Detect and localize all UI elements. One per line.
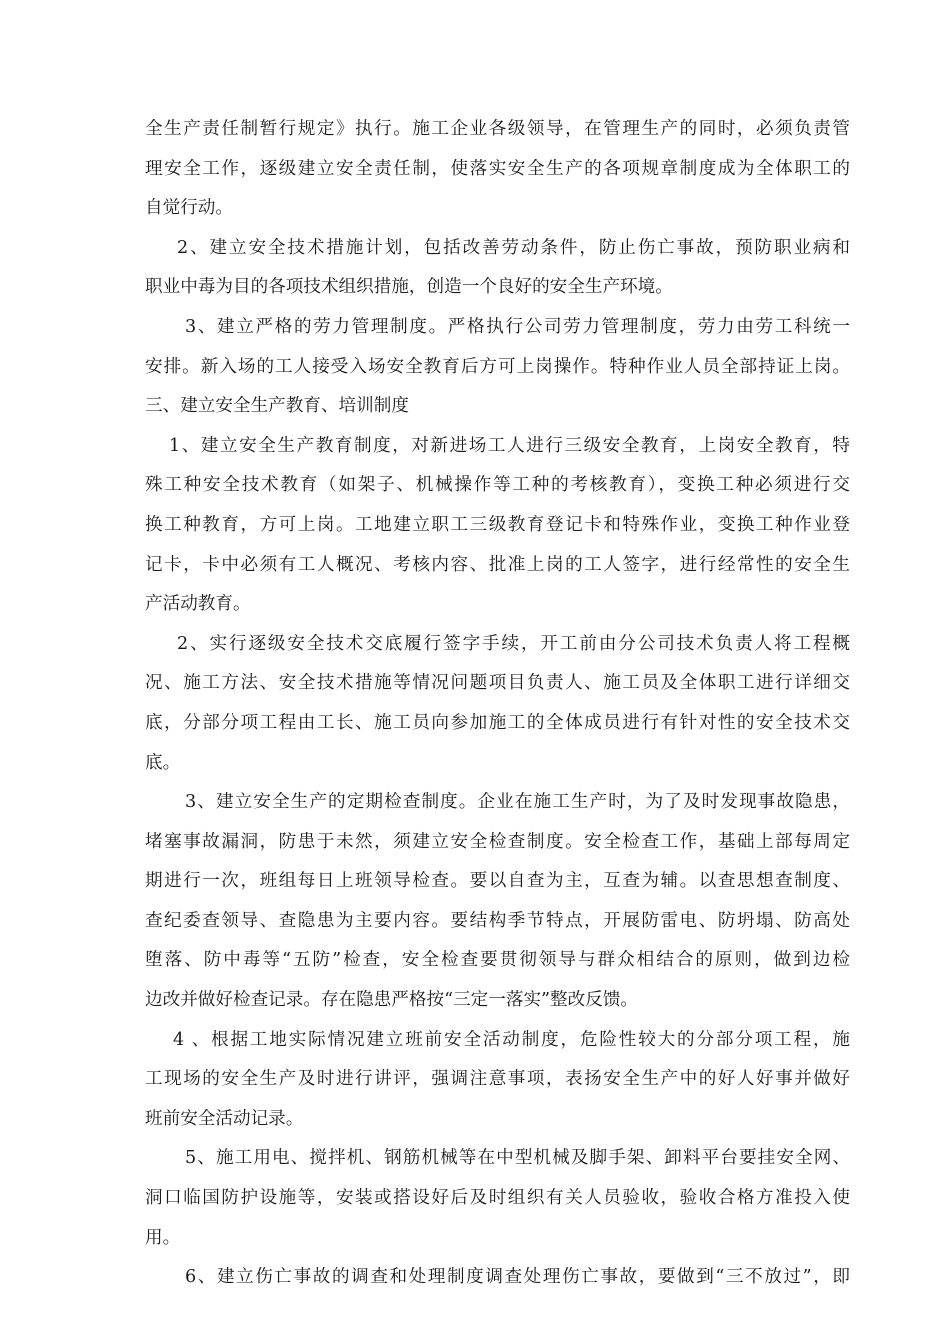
- text-line: 全生产责任制暂行规定》执行。施工企业各级领导，在管理生产的同时，必须负责管: [145, 119, 850, 139]
- text-line: 底。: [145, 752, 181, 773]
- text-line: 2、建立安全技术措施计划，包括改善劳动条件，防止伤亡事故，预防职业病和: [177, 237, 850, 258]
- text-line: 堕落、防中毒等“五防”检查，安全检查要贯彻领导与群众相结合的原则，做到边检: [145, 950, 850, 971]
- text-line: 底，分部分项工程由工长、施工员向参加施工的全体成员进行有针对性的安全技术交: [145, 712, 850, 733]
- text-line: 安排。新入场的工人接受入场安全教育后方可上岗操作。特种作业人员全部持证上岗。: [145, 356, 850, 377]
- text-line: 自觉行动。: [145, 198, 233, 219]
- text-line: 2、实行逐级安全技术交底履行签字手续，开工前由分公司技术负责人将工程概: [177, 633, 850, 654]
- text-line: 班前安全活动记录。: [145, 1108, 304, 1129]
- text-line: 3、建立严格的劳力管理制度。严格执行公司劳力管理制度，劳力由劳工科统一: [185, 316, 850, 337]
- text-line: 理安全工作，逐级建立安全责任制，使落实安全生产的各项规章制度成为全体职工的: [145, 158, 850, 179]
- text-line: 记卡，卡中必须有工人概况、考核内容、批准上岗的工人签字，进行经常性的安全生: [145, 554, 850, 575]
- text-line: 期进行一次，班组每日上班领导检查。要以自查为主，互查为辅。以查思想查制度、: [145, 871, 850, 892]
- text-line: 1、建立安全生产教育制度，对新进场工人进行三级安全教育，上岗安全教育，特: [169, 435, 850, 456]
- text-line: 边改并做好检查记录。存在隐患严格按“三定一落实”整改反馈。: [145, 990, 639, 1011]
- text-line: 换工种教育，方可上岗。工地建立职工三级教育登记卡和特殊作业，变换工种作业登: [145, 514, 850, 535]
- text-line: 职业中毒为目的各项技术组织措施，创造一个良好的安全生产环境。: [145, 277, 673, 298]
- text-line: 殊工种安全技术教育（如架子、机械操作等工种的考核教育），变换工种必须进行交: [145, 475, 850, 496]
- text-line: 产活动教育。: [145, 594, 251, 615]
- text-line: 三、建立安全生产教育、培训制度: [145, 396, 409, 417]
- text-line: 查纪委查领导、查隐患为主要内容。要结构季节特点，开展防雷电、防坍塌、防高处: [145, 910, 850, 931]
- text-line: 6、建立伤亡事故的调查和处理制度调查处理伤亡事故，要做到“三不放过”，即: [185, 1267, 850, 1288]
- text-line: 5、施工用电、搅拌机、钢筋机械等在中型机械及脚手架、卸料平台要挂安全网、: [185, 1148, 850, 1169]
- text-line: 况、施工方法、安全技术措施等情况问题项目负责人、施工员及全体职工进行详细交: [145, 673, 850, 694]
- text-line: 工现场的安全生产及时进行讲评，强调注意事项，表扬安全生产中的好人好事并做好: [145, 1069, 850, 1090]
- text-line: 洞口临国防护设施等，安装或搭设好后及时组织有关人员验收，验收合格方准投入使: [145, 1188, 850, 1209]
- text-line: 用。: [145, 1227, 181, 1248]
- text-line: 4 、根据工地实际情况建立班前安全活动制度，危险性较大的分部分项工程，施: [173, 1029, 850, 1050]
- body-text: [145, 110, 850, 1298]
- text-line: 3、建立安全生产的定期检查制度。企业在施工生产时，为了及时发现事故隐患，: [185, 792, 850, 813]
- text-line: 堵塞事故漏洞，防患于未然，须建立安全检查制度。安全检查工作，基础上部每周定: [145, 831, 850, 852]
